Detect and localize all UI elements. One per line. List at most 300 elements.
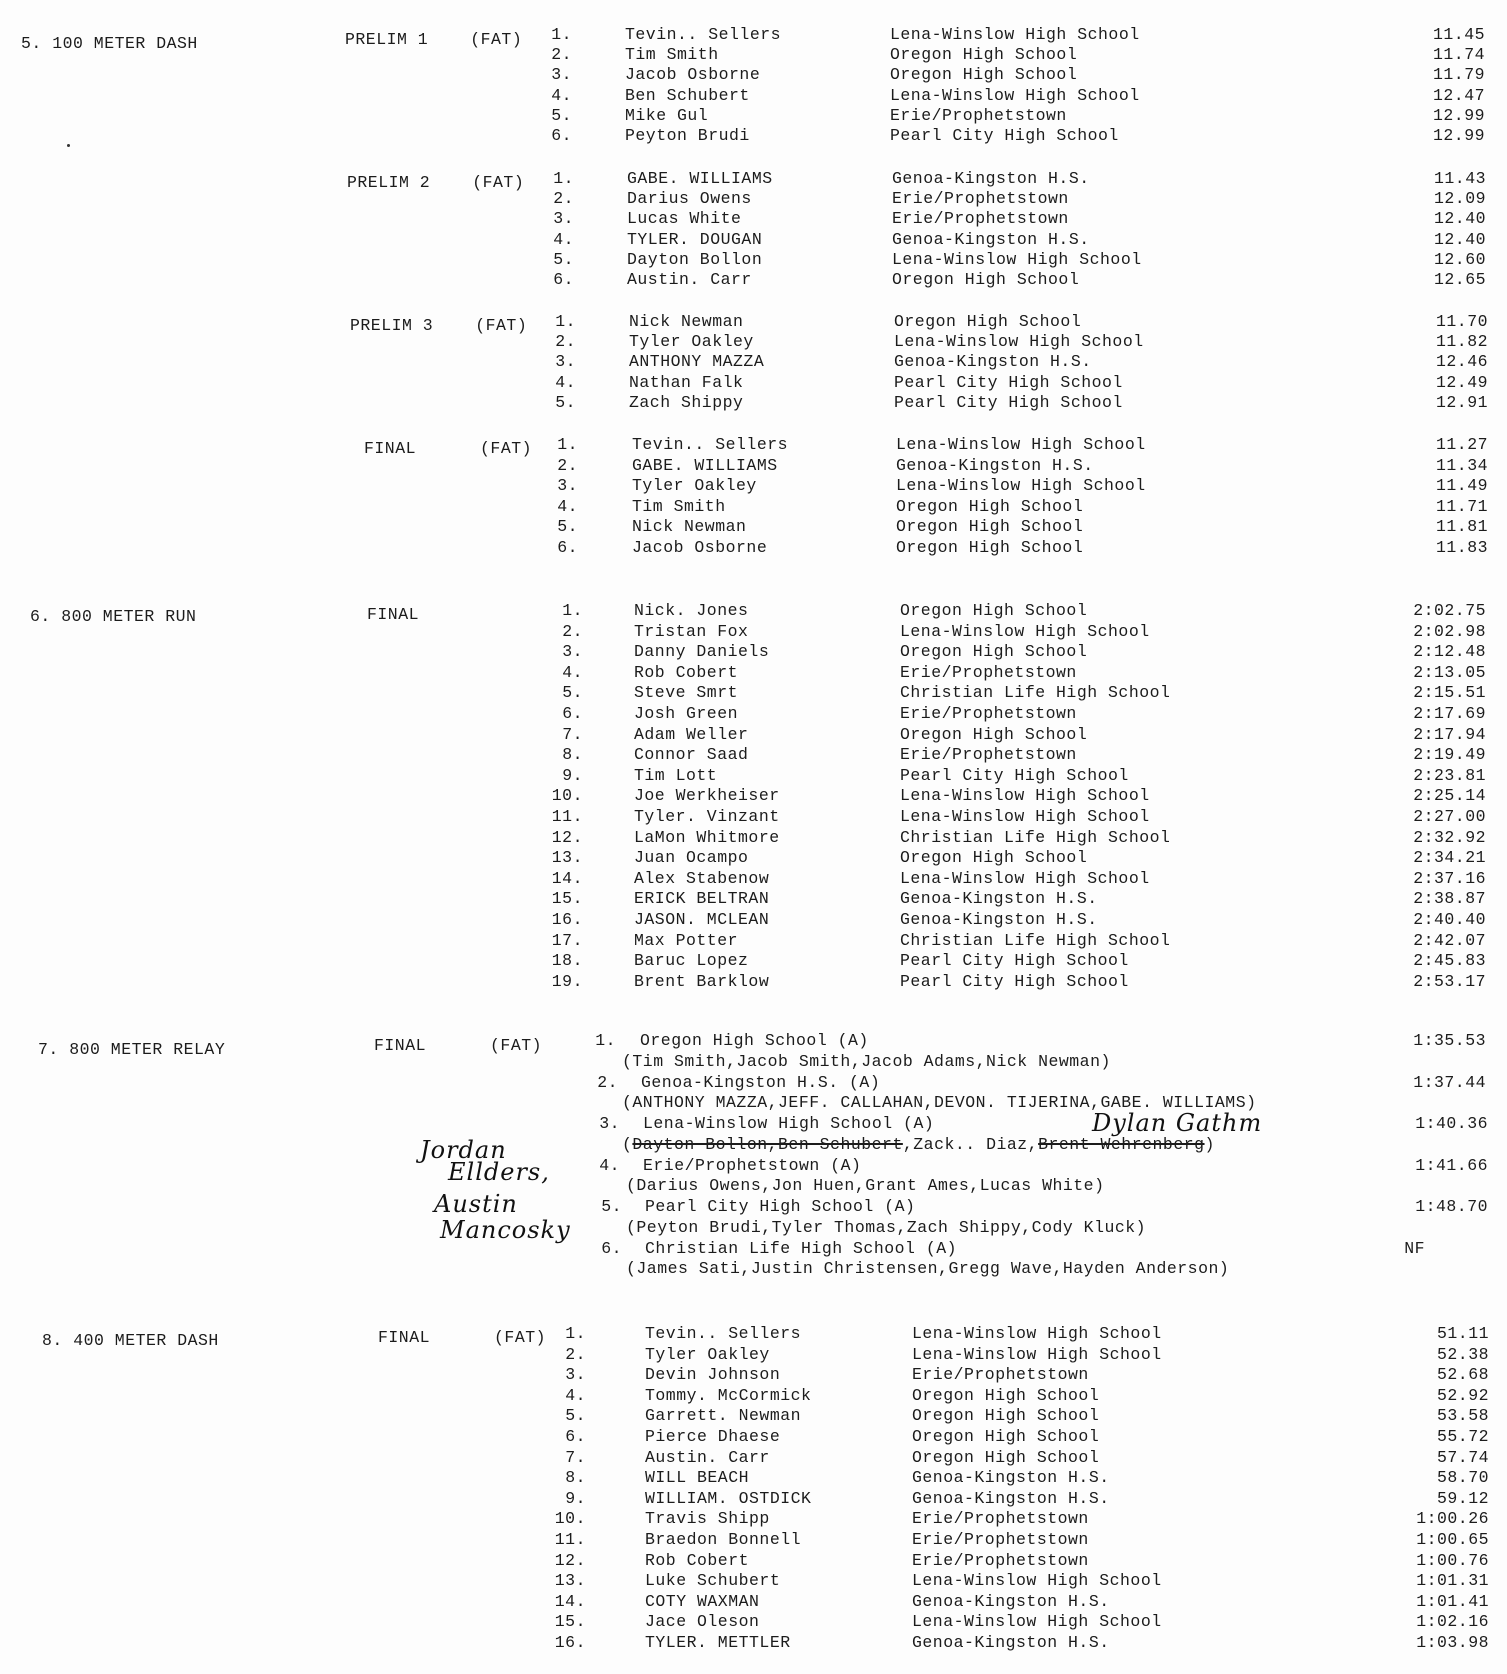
handwritten-note: Jordan: [420, 1136, 507, 1164]
athlete-name: Rob Cobert: [645, 1550, 750, 1570]
result-time: 2:12.48: [1413, 642, 1486, 662]
result-row: [0, 601, 1507, 622]
school-name: Oregon High School: [896, 517, 1084, 537]
athlete-name: Nathan Falk: [629, 372, 744, 392]
results-table: [0, 1324, 1507, 1654]
athlete-name: Garrett. Newman: [645, 1406, 802, 1426]
school-name: Pearl City High School: [894, 372, 1123, 392]
place-number: 8.: [562, 745, 583, 765]
school-name: Pearl City High School: [900, 971, 1129, 991]
relay-team-row: 4. Erie/Prophetstown (A) 1:41.66: [599, 1155, 1488, 1175]
result-row: [0, 951, 1507, 972]
result-row: [0, 869, 1507, 890]
school-name: Lena-Winslow High School: [912, 1324, 1162, 1343]
handwritten-note: Austin: [434, 1190, 518, 1218]
athlete-name: TYLER. DOUGAN: [627, 229, 763, 249]
school-name: Christian Life High School: [900, 827, 1171, 847]
result-row: [0, 1509, 1507, 1530]
place-number: 1.: [553, 169, 574, 188]
athlete-name: LaMon Whitmore: [634, 827, 780, 847]
athlete-name: Tyler Oakley: [632, 476, 757, 496]
place-number: 11.: [551, 806, 583, 826]
result-row: [0, 126, 1507, 146]
result-time: 2:25.14: [1413, 786, 1486, 806]
result-row: [0, 65, 1507, 85]
school-name: Erie/Prophetstown: [912, 1509, 1089, 1529]
result-time: 1:01.31: [1416, 1571, 1489, 1591]
result-time: 2:40.40: [1413, 909, 1486, 929]
result-time: 11.27: [1435, 435, 1488, 454]
place-number: 18.: [551, 951, 583, 971]
school-name: Erie/Prophetstown: [892, 189, 1069, 209]
result-time: 12.99: [1432, 105, 1485, 125]
result-time: 11.34: [1435, 455, 1488, 475]
handwritten-note: Mancosky: [440, 1216, 571, 1244]
round-label: PRELIM 2 (FAT): [347, 173, 525, 192]
school-name: Genoa-Kingston H.S.: [912, 1591, 1110, 1611]
result-time: 58.70: [1436, 1468, 1489, 1488]
athlete-name: Nick. Jones: [634, 601, 749, 620]
place-number: 4.: [557, 496, 578, 516]
place-number: 3.: [555, 352, 576, 372]
result-time: 11.70: [1435, 312, 1488, 331]
school-name: Erie/Prophetstown: [890, 105, 1067, 125]
place-number: 19.: [551, 971, 583, 991]
result-row: [0, 1448, 1507, 1469]
result-row: [0, 766, 1507, 787]
result-time: 2:45.83: [1413, 951, 1486, 971]
athlete-name: Peyton Brudi: [625, 125, 750, 145]
result-time: 52.68: [1436, 1365, 1489, 1385]
place-number: 10.: [551, 786, 583, 806]
place-number: 6.: [551, 125, 572, 145]
result-row: [0, 663, 1507, 684]
place-number: 5.: [557, 517, 578, 537]
school-name: Oregon High School: [894, 312, 1082, 331]
result-row: [0, 1571, 1507, 1592]
result-row: [0, 725, 1507, 746]
school-name: Oregon High School: [896, 496, 1084, 516]
relay-members: (ANTHONY MAZZA,JEFF. CALLAHAN,DEVON. TIJERINA,GABE. WILLIAMS): [622, 1093, 1257, 1112]
athlete-name: ERICK BELTRAN: [634, 889, 770, 909]
result-time: 2:34.21: [1413, 848, 1486, 868]
place-number: 1.: [565, 1324, 586, 1343]
event-title: 6. 800 METER RUN: [30, 607, 197, 626]
school-name: Genoa-Kingston H.S.: [900, 889, 1098, 909]
place-number: 15.: [554, 1612, 586, 1632]
result-row: [0, 1345, 1507, 1366]
result-row: [0, 312, 1507, 332]
result-row: [0, 230, 1507, 250]
school-name: Erie/Prophetstown: [900, 745, 1077, 765]
school-name: Lena-Winslow High School: [912, 1344, 1162, 1364]
result-row: [0, 1406, 1507, 1427]
place-number: 3.: [565, 1365, 586, 1385]
results-table: [0, 312, 1507, 413]
result-row: [0, 704, 1507, 725]
result-time: 12.47: [1432, 85, 1485, 105]
school-name: Lena-Winslow High School: [900, 786, 1150, 806]
result-row: [0, 538, 1507, 559]
school-name: Lena-Winslow High School: [900, 806, 1150, 826]
place-number: 3.: [553, 209, 574, 229]
round-label: FINAL (FAT): [364, 439, 533, 458]
result-row: [0, 1551, 1507, 1572]
result-row: [0, 393, 1507, 413]
result-row: [0, 86, 1507, 106]
school-name: Oregon High School: [892, 269, 1080, 289]
result-row: [0, 497, 1507, 518]
athlete-name: Jacob Osborne: [625, 65, 761, 85]
school-name: Lena-Winslow High School: [892, 249, 1142, 269]
result-time: 2:17.94: [1413, 724, 1486, 744]
result-time: 52.38: [1436, 1344, 1489, 1364]
school-name: Genoa-Kingston H.S.: [900, 909, 1098, 929]
result-row: [0, 250, 1507, 270]
event-title: 8. 400 METER DASH: [42, 1331, 219, 1350]
event-title: 7. 800 METER RELAY: [38, 1040, 226, 1059]
result-time: 11.43: [1433, 169, 1486, 188]
result-time: 2:02.75: [1413, 601, 1486, 620]
result-row: [0, 352, 1507, 372]
scan-speck: [67, 144, 70, 147]
athlete-name: Connor Saad: [634, 745, 749, 765]
place-number: 6.: [562, 703, 583, 723]
athlete-name: Darius Owens: [627, 189, 752, 209]
place-number: 7.: [562, 724, 583, 744]
result-time: 1:02.16: [1416, 1612, 1489, 1632]
event-title: 5. 100 METER DASH: [21, 34, 198, 53]
result-time: 12.40: [1433, 229, 1486, 249]
athlete-name: WILL BEACH: [645, 1468, 750, 1488]
place-number: 10.: [554, 1509, 586, 1529]
athlete-name: Luke Schubert: [645, 1571, 781, 1591]
place-number: 2.: [551, 45, 572, 65]
place-number: 4.: [551, 85, 572, 105]
result-time: 11.79: [1432, 65, 1485, 85]
result-row: [0, 1489, 1507, 1510]
place-number: 7.: [565, 1447, 586, 1467]
school-name: Lena-Winslow High School: [912, 1612, 1162, 1632]
result-row: [0, 828, 1507, 849]
results-table: [0, 601, 1507, 992]
athlete-name: Steve Smrt: [634, 683, 739, 703]
relay-members: (Peyton Brudi,Tyler Thomas,Zach Shippy,Cody Kluck): [626, 1217, 1147, 1237]
school-name: Genoa-Kingston H.S.: [892, 229, 1090, 249]
place-number: 16.: [551, 909, 583, 929]
school-name: Oregon High School: [912, 1447, 1100, 1467]
place-number: 14.: [554, 1591, 586, 1611]
result-time: 11.81: [1435, 517, 1488, 537]
place-number: 2.: [553, 189, 574, 209]
result-time: 11.82: [1435, 332, 1488, 352]
athlete-name: Tevin.. Sellers: [625, 25, 782, 44]
result-time: 55.72: [1436, 1426, 1489, 1446]
athlete-name: Adam Weller: [634, 724, 749, 744]
place-number: 5.: [551, 105, 572, 125]
athlete-name: Tim Smith: [625, 45, 719, 65]
result-row: [0, 169, 1507, 189]
relay-members: (Dayton Bollon,Ben Schubert,Zack.. Diaz,Brent Wehrenberg): [622, 1134, 1215, 1154]
result-time: 2:53.17: [1413, 971, 1486, 991]
athlete-name: ANTHONY MAZZA: [629, 352, 765, 372]
place-number: 17.: [551, 930, 583, 950]
results-table: [0, 169, 1507, 290]
athlete-name: Baruc Lopez: [634, 951, 749, 971]
result-time: 2:17.69: [1413, 703, 1486, 723]
athlete-name: Jace Oleson: [645, 1612, 760, 1632]
result-time: 12.46: [1435, 352, 1488, 372]
result-time: 2:23.81: [1413, 765, 1486, 785]
result-row: [0, 456, 1507, 477]
result-time: 11.45: [1432, 25, 1485, 44]
result-row: [0, 972, 1507, 993]
place-number: 5.: [562, 683, 583, 703]
handwritten-note: Dylan Gathm: [1092, 1109, 1263, 1137]
result-row: [0, 622, 1507, 643]
result-row: [0, 786, 1507, 807]
relay-members: (Darius Owens,Jon Huen,Grant Ames,Lucas White): [626, 1176, 1105, 1195]
place-number: 6.: [565, 1426, 586, 1446]
athlete-name: Travis Shipp: [645, 1509, 770, 1529]
athlete-name: Dayton Bollon: [627, 249, 763, 269]
result-time: 11.49: [1435, 476, 1488, 496]
school-name: Erie/Prophetstown: [900, 703, 1077, 723]
school-name: Oregon High School: [890, 45, 1078, 65]
place-number: 6.: [557, 537, 578, 557]
place-number: 16.: [554, 1632, 586, 1652]
result-time: 12.65: [1433, 269, 1486, 289]
athlete-name: GABE. WILLIAMS: [632, 455, 778, 475]
result-row: [0, 1386, 1507, 1407]
result-time: 12.91: [1435, 392, 1488, 412]
round-label: PRELIM 1 (FAT): [345, 30, 523, 49]
school-name: Lena-Winslow High School: [894, 332, 1144, 352]
result-time: 2:42.07: [1413, 930, 1486, 950]
school-name: Pearl City High School: [900, 765, 1129, 785]
school-name: Pearl City High School: [890, 125, 1119, 145]
athlete-name: GABE. WILLIAMS: [627, 169, 773, 188]
athlete-name: Max Potter: [634, 930, 739, 950]
school-name: Lena-Winslow High School: [896, 435, 1146, 454]
athlete-name: Nick Newman: [629, 312, 744, 331]
athlete-name: Juan Ocampo: [634, 848, 749, 868]
place-number: 8.: [565, 1468, 586, 1488]
school-name: Christian Life High School: [900, 930, 1171, 950]
result-row: [0, 1592, 1507, 1613]
athlete-name: TYLER. METTLER: [645, 1632, 791, 1652]
place-number: 1.: [557, 435, 578, 454]
place-number: 1.: [562, 601, 583, 620]
school-name: Pearl City High School: [894, 392, 1123, 412]
school-name: Lena-Winslow High School: [900, 868, 1150, 888]
school-name: Lena-Winslow High School: [896, 476, 1146, 496]
place-number: 2.: [555, 332, 576, 352]
school-name: Lena-Winslow High School: [912, 1571, 1162, 1591]
school-name: Oregon High School: [890, 65, 1078, 85]
athlete-name: Tevin.. Sellers: [632, 435, 789, 454]
school-name: Genoa-Kingston H.S.: [894, 352, 1092, 372]
result-time: 2:13.05: [1413, 662, 1486, 682]
place-number: 14.: [551, 868, 583, 888]
place-number: 15.: [551, 889, 583, 909]
athlete-name: Mike Gul: [625, 105, 709, 125]
school-name: Lena-Winslow High School: [890, 85, 1140, 105]
relay-team-row: 3. Lena-Winslow High School (A) 1:40.36: [599, 1114, 1488, 1133]
round-label: FINAL: [367, 605, 420, 624]
place-number: 2.: [565, 1344, 586, 1364]
result-row: [0, 25, 1507, 45]
athlete-name: Austin. Carr: [645, 1447, 770, 1467]
result-time: 1:00.26: [1416, 1509, 1489, 1529]
round-label: FINAL (FAT): [374, 1036, 543, 1055]
school-name: Genoa-Kingston H.S.: [896, 455, 1094, 475]
place-number: 1.: [551, 25, 572, 44]
result-time: 1:01.41: [1416, 1591, 1489, 1611]
school-name: Oregon High School: [900, 848, 1088, 868]
athlete-name: Tevin.. Sellers: [645, 1324, 802, 1343]
place-number: 9.: [562, 765, 583, 785]
result-row: [0, 1633, 1507, 1654]
place-number: 11.: [554, 1529, 586, 1549]
athlete-name: Tyler Oakley: [629, 332, 754, 352]
athlete-name: Pierce Dhaese: [645, 1426, 781, 1446]
result-row: [0, 435, 1507, 456]
place-number: 3.: [562, 642, 583, 662]
place-number: 3.: [551, 65, 572, 85]
relay-team-row: 2. Genoa-Kingston H.S. (A) 1:37.44: [597, 1072, 1486, 1092]
results-table: [0, 25, 1507, 146]
athlete-name: Brent Barklow: [634, 971, 770, 991]
relay-team-row: 5. Pearl City High School (A) 1:48.70: [601, 1197, 1488, 1216]
relay-results: [0, 1031, 1507, 1280]
result-time: 2:15.51: [1413, 683, 1486, 703]
place-number: 6.: [553, 269, 574, 289]
result-time: 12.40: [1433, 209, 1486, 229]
athlete-name: Jacob Osborne: [632, 537, 768, 557]
result-time: 57.74: [1436, 1447, 1489, 1467]
athlete-name: Tommy. McCormick: [645, 1385, 812, 1405]
result-row: [0, 209, 1507, 229]
school-name: Genoa-Kingston H.S.: [912, 1468, 1110, 1488]
school-name: Oregon High School: [900, 601, 1088, 620]
school-name: Erie/Prophetstown: [912, 1529, 1089, 1549]
athlete-name: Braedon Bonnell: [645, 1529, 802, 1549]
relay-team-row: 6. Christian Life High School (A) NF: [601, 1238, 1425, 1258]
school-name: Erie/Prophetstown: [900, 662, 1077, 682]
place-number: 1.: [555, 312, 576, 331]
result-time: 2:19.49: [1413, 745, 1486, 765]
result-row: [0, 106, 1507, 126]
athlete-name: Tristan Fox: [634, 621, 749, 641]
school-name: Lena-Winslow High School: [890, 25, 1140, 44]
result-time: 1:00.65: [1416, 1529, 1489, 1549]
school-name: Erie/Prophetstown: [912, 1550, 1089, 1570]
place-number: 2.: [557, 455, 578, 475]
handwritten-note: Ellders,: [448, 1158, 550, 1186]
place-number: 12.: [551, 827, 583, 847]
place-number: 4.: [562, 662, 583, 682]
place-number: 13.: [554, 1571, 586, 1591]
school-name: Oregon High School: [900, 642, 1088, 662]
result-row: [0, 1427, 1507, 1448]
result-row: [0, 683, 1507, 704]
athlete-name: Tyler. Vinzant: [634, 806, 780, 826]
round-label: PRELIM 3 (FAT): [350, 316, 528, 335]
result-row: [0, 332, 1507, 352]
place-number: 5.: [553, 249, 574, 269]
athlete-name: Nick Newman: [632, 517, 747, 537]
result-row: [0, 745, 1507, 766]
result-row: [0, 807, 1507, 828]
result-row: [0, 270, 1507, 290]
athlete-name: Austin. Carr: [627, 269, 752, 289]
result-time: 2:02.98: [1413, 621, 1486, 641]
place-number: 4.: [553, 229, 574, 249]
athlete-name: Joe Werkheiser: [634, 786, 780, 806]
athlete-name: Danny Daniels: [634, 642, 770, 662]
place-number: 2.: [562, 621, 583, 641]
school-name: Lena-Winslow High School: [900, 621, 1150, 641]
relay-members: (James Sati,Justin Christensen,Gregg Wave,Hayden Anderson): [626, 1259, 1230, 1278]
athlete-name: JASON. MCLEAN: [634, 909, 770, 929]
result-time: 2:37.16: [1413, 868, 1486, 888]
result-row: [0, 1530, 1507, 1551]
school-name: Genoa-Kingston H.S.: [912, 1632, 1110, 1652]
school-name: Oregon High School: [896, 537, 1084, 557]
relay-members: (Tim Smith,Jacob Smith,Jacob Adams,Nick Newman): [622, 1051, 1111, 1071]
result-time: 12.60: [1433, 249, 1486, 269]
school-name: Erie/Prophetstown: [892, 209, 1069, 229]
result-time: 59.12: [1436, 1488, 1489, 1508]
result-time: 1:00.76: [1416, 1550, 1489, 1570]
school-name: Genoa-Kingston H.S.: [912, 1488, 1110, 1508]
result-time: 11.71: [1435, 496, 1488, 516]
result-time: 12.49: [1435, 372, 1488, 392]
place-number: 4.: [555, 372, 576, 392]
result-row: [0, 889, 1507, 910]
results-table: [0, 435, 1507, 559]
result-row: [0, 1324, 1507, 1345]
result-row: [0, 476, 1507, 497]
result-time: 11.83: [1435, 537, 1488, 557]
result-row: [0, 931, 1507, 952]
school-name: Pearl City High School: [900, 951, 1129, 971]
result-time: 2:27.00: [1413, 806, 1486, 826]
athlete-name: Lucas White: [627, 209, 742, 229]
school-name: Oregon High School: [912, 1385, 1100, 1405]
result-row: [0, 848, 1507, 869]
school-name: Erie/Prophetstown: [912, 1365, 1089, 1385]
athlete-name: Josh Green: [634, 703, 739, 723]
school-name: Oregon High School: [912, 1406, 1100, 1426]
athlete-name: Rob Cobert: [634, 662, 739, 682]
school-name: Genoa-Kingston H.S.: [892, 169, 1090, 188]
result-row: [0, 189, 1507, 209]
athlete-name: Alex Stabenow: [634, 868, 770, 888]
place-number: 9.: [565, 1488, 586, 1508]
result-time: 52.92: [1436, 1385, 1489, 1405]
relay-team-row: 1. Oregon High School (A) 1:35.53: [595, 1031, 1486, 1050]
result-time: 2:32.92: [1413, 827, 1486, 847]
result-time: 2:38.87: [1413, 889, 1486, 909]
athlete-name: COTY WAXMAN: [645, 1591, 760, 1611]
place-number: 12.: [554, 1550, 586, 1570]
athlete-name: Devin Johnson: [645, 1365, 781, 1385]
place-number: 13.: [551, 848, 583, 868]
result-time: 51.11: [1436, 1324, 1489, 1343]
result-row: [0, 373, 1507, 393]
